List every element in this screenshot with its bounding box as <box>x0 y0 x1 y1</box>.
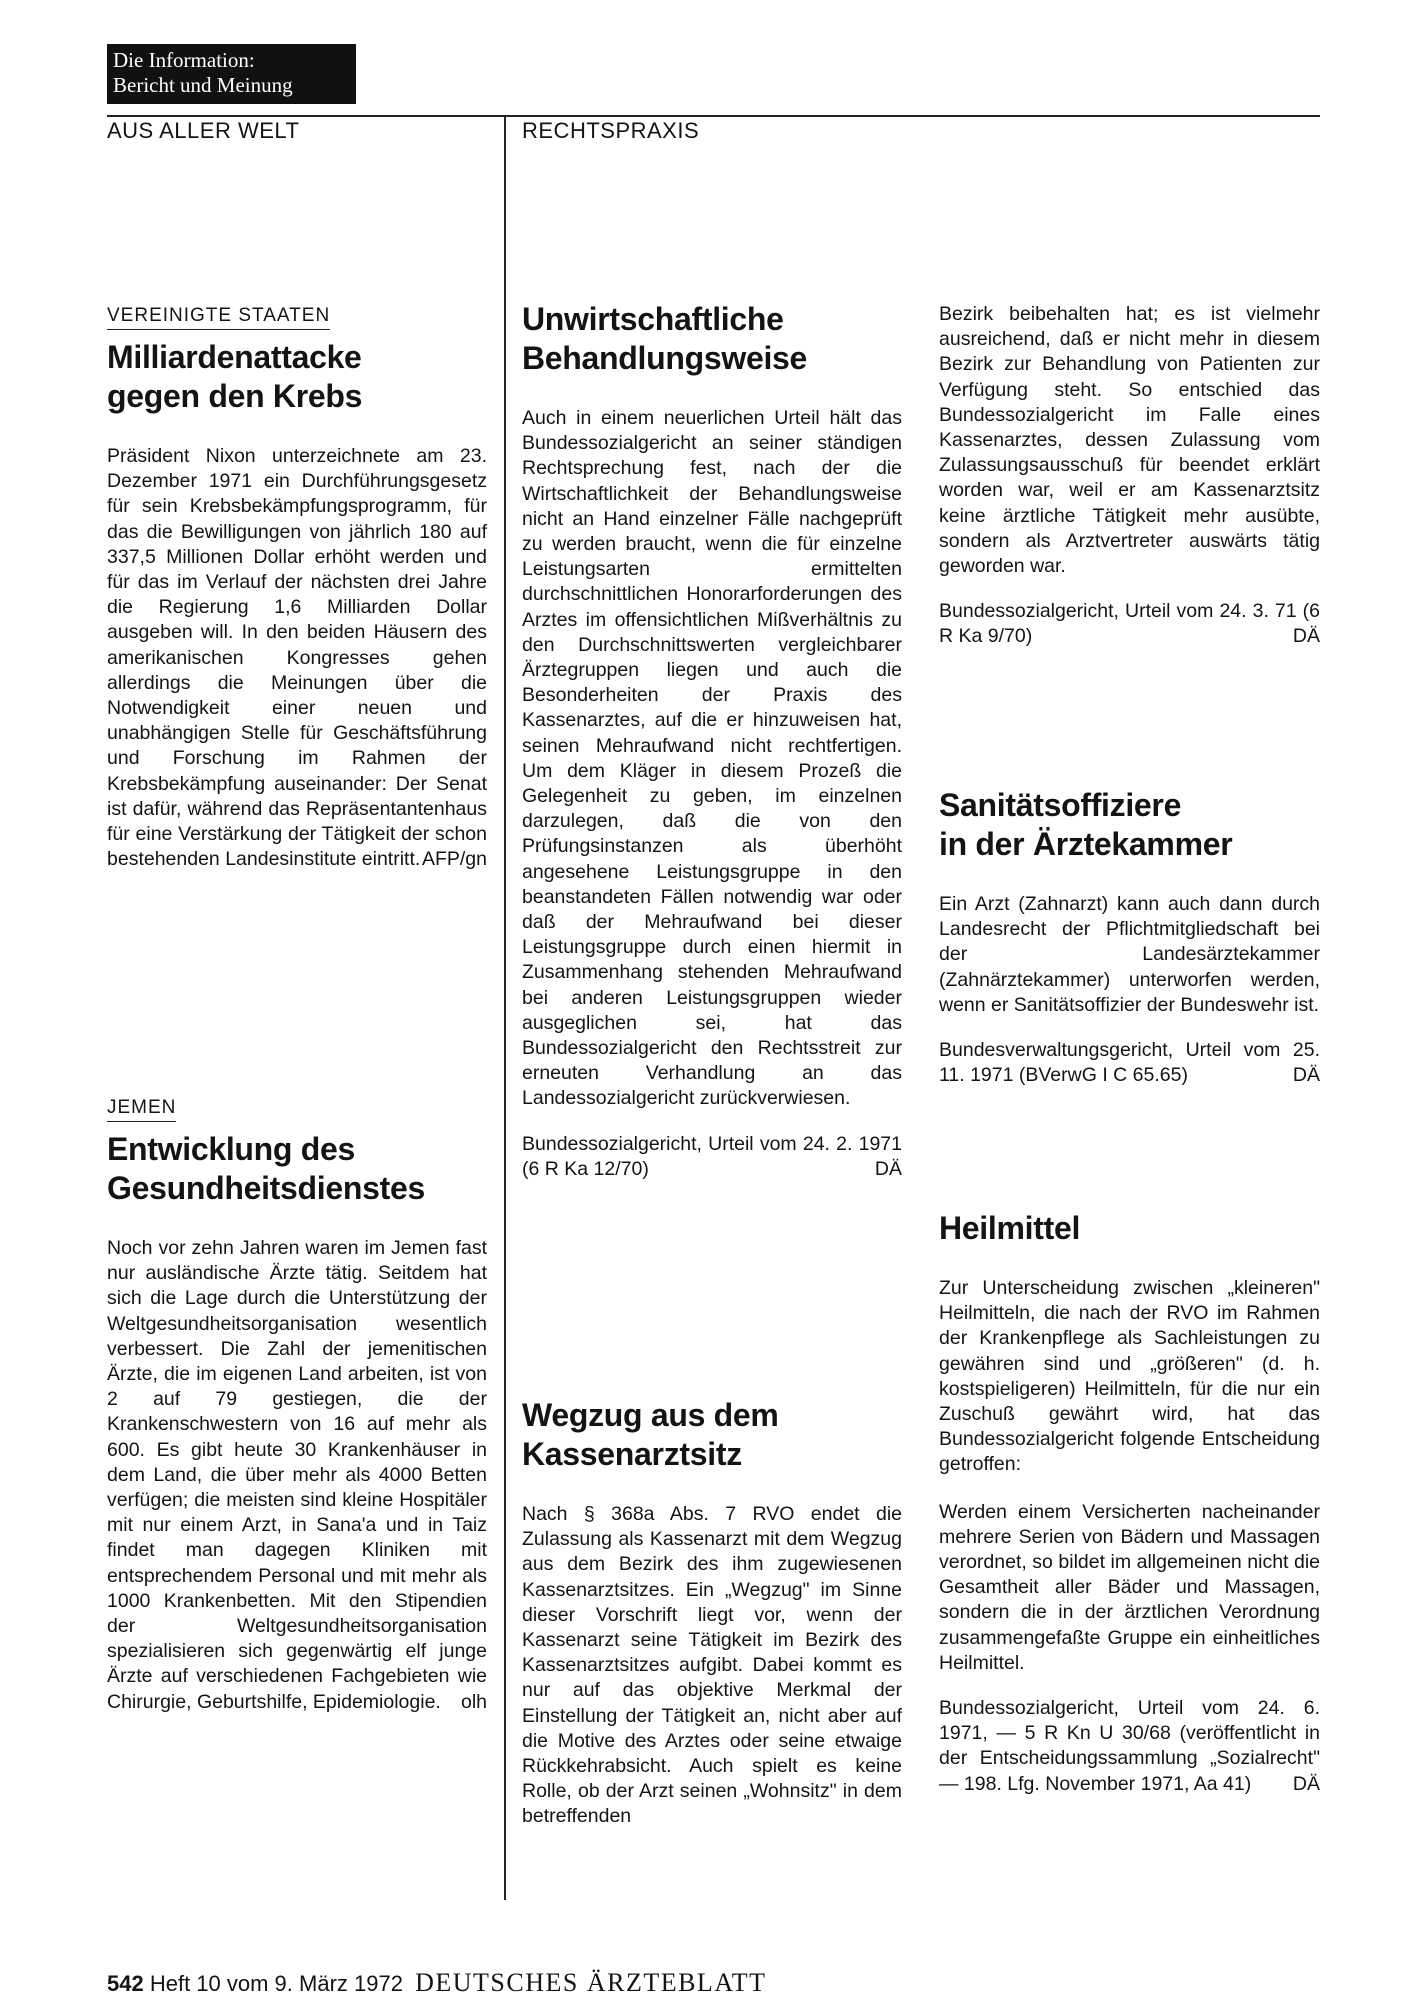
article-heilmittel <box>939 1209 1320 1797</box>
headline-line-1: Unwirtschaftliche <box>522 301 784 337</box>
court-reference <box>939 599 1320 649</box>
article-body-part-1: Nach § 368a Abs. 7 RVO endet die Zulassung als Kassenarzt mit dem Wegzug aus dem Bezirk des ihm zugewiesenen Kassenarztsitzes. Ein „Wegzug" im Sinne dieser Vorschrift liegt vor, wenn der Kassenarzt seine Tätigkeit im Bezirk des Kassenarztsitzes aufgibt. Dabei kommt es nur auf das objektive Merkmal der Einstellung der Tätigkeit an, nicht aber auf die Motive des Arztes oder seine etwaige Rückkehrabsicht. Auch spielt es keine Rolle, ob der Arzt seinen „Wohnsitz" in dem betreffenden <box>522 1503 902 1828</box>
article-unwirtschaftlich <box>522 300 902 1182</box>
article-headline <box>522 300 902 378</box>
body-text: Präsident Nixon unterzeichnete am 23. Dezember 1971 ein Durchführungsgesetz für sein Krebsbekämpfungsprogramm, für das die Bewilligungen von jährlich 180 auf 337,5 Millionen Dollar erhöht werden und für das im Verlauf der nächsten drei Jahre die Regierung 1,6 Milliarden Dollar ausgeben will. In den beiden Häusern des amerikanischen Kongresses gehen allerdings die Meinungen über die Notwendigkeit einer neuen und unabhängigen Stelle für Geschäftsführung und Forschung im Rahmen der Krebsbekämpfung auseinander: Der Senat ist dafür, während das Repräsentantenhaus für eine Verstärkung der Tätigkeit der schon bestehenden Landesinstitute eintritt. <box>107 445 487 871</box>
article-headline <box>522 1396 902 1474</box>
article-krebs <box>107 305 487 872</box>
article-signature: DÄ <box>1292 625 1320 648</box>
headline-line-1: Entwicklung des <box>107 1131 355 1167</box>
section-badge <box>107 44 356 104</box>
article-wegzug <box>522 1396 902 1830</box>
column-divider <box>504 115 506 1900</box>
reference-text: Bundessozialgericht, Urteil vom 24. 2. 1971 (6 R Ka 12/70) <box>522 1132 902 1180</box>
article-headline <box>107 1130 487 1208</box>
court-reference <box>939 1038 1320 1088</box>
article-signature: DÄ <box>1292 1772 1320 1795</box>
headline-line-2: Behandlungsweise <box>522 340 808 376</box>
page-footer <box>107 1968 766 1998</box>
headline-line-1: Wegzug aus dem <box>522 1397 779 1433</box>
article-jemen <box>107 1097 487 1715</box>
body-text: Noch vor zehn Jahren waren im Jemen fast nur ausländische Ärzte tätig. Seitdem hat sich die Lage durch die Unterstützung der Weltgesundheitsorganisation wesentlich verbessert. Die Zahl der jemenitischen Ärzte, die im eigenen Land arbeiten, ist von 2 auf 79 gestiegen, die der Krankenschwestern von 16 auf mehr als 600. Es gibt heute 30 Krankenhäuser in dem Land, die über mehr als 4000 Betten verfügen; die meisten sind kleine Hospitäler mit nur einem Arzt, in Sana'a und in Taiz findet man dagegen Kliniken mit entsprechendem Personal und mit mehr als 1000 Krankenbetten. Mit den Stipendien der Weltgesundheitsorganisation spezialisieren sich gegenwärtig elf junge Ärzte auf verschiedenen Fachgebieten wie Chirurgie, Geburtshilfe, Epidemiologie. <box>107 1237 487 1713</box>
reference-text: Bundessozialgericht, Urteil vom 24. 3. 71 (6 R Ka 9/70) <box>939 600 1320 648</box>
reference-text: Bundessozialgericht, Urteil vom 24. 6. 1971, — 5 R Kn U 30/68 (veröffentlicht in der Entscheidungssammlung „Sozialrecht" — 198. Lfg. November 1971, Aa 41) <box>939 1697 1320 1795</box>
badge-line-2: Bericht und Meinung <box>113 73 293 97</box>
article-kicker: VEREINIGTE STAATEN <box>107 305 330 330</box>
court-reference <box>522 1132 902 1182</box>
article-body-part-2: Bezirk beibehalten hat; es ist vielmehr ausreichend, daß er nicht mehr in diesem Bezirk zur Behandlung von Patienten zur Verfügung steht. So entschied das Bundessozialgericht im Falle eines Kassenarztes, dessen Zulassung vom Zulassungsausschuß für beendet erklärt worden war, weil er am Kassenarztsitz keine ärztliche Tätigkeit mehr ausübte, sondern als Arztvertreter auswärts tätig geworden war. <box>939 303 1320 578</box>
article-headline <box>107 338 487 416</box>
article-headline: Heilmittel <box>939 1210 1081 1246</box>
article-body: Ein Arzt (Zahnarzt) kann auch dann durch Landesrecht der Pflichtmitgliedschaft bei der Landesärztekammer (Zahnärztekammer) unterworfen werden, wenn er Sanitätsoffizier der Bundeswehr ist. <box>939 893 1320 1016</box>
article-body <box>107 1236 487 1715</box>
headline-line-1: Sanitätsoffiziere <box>939 787 1182 823</box>
headline-line-2: Kassenarztsitz <box>522 1436 742 1472</box>
issue-info: Heft 10 vom 9. März 1972 <box>149 1971 403 1996</box>
headline-line-2: in der Ärztekammer <box>939 826 1233 862</box>
header-rule-right <box>506 115 1320 117</box>
article-body-part-1: Zur Unterscheidung zwischen „kleineren" Heilmitteln, die nach der RVO im Rahmen der Krankenpflege als Sachleistungen zu gewähren sind und „größeren" (d. h. kostspieligeren) Heilmitteln, für die nur ein Zuschuß gewährt wird, hat das Bundessozialgericht folgende Entscheidung getroffen: <box>939 1277 1320 1476</box>
headline-line-1: Milliardenattacke <box>107 339 362 375</box>
article-body: Auch in einem neuerlichen Urteil hält das Bundessozialgericht an seiner ständigen Rechtsprechung fest, nach der die Wirtschaftlichkeit der Behandlungsweise nicht an Hand einzelner Fälle nachgeprüft zu werden braucht, wenn die für einzelne Leistungsarten ermittelten durchschnittlichen Honorarforderungen des Arztes im offensichtlichen Mißverhältnis zu den Durchschnittswerten vergleichbarer Ärztegruppen liegen und auch die Besonderheiten der Praxis des Kassenarztes, auf die er hinzuweisen hat, seinen Mehraufwand nicht rechtfertigen. Um dem Kläger in diesem Prozeß die Gelegenheit zu geben, im einzelnen darzulegen, daß die von den Prüfungsinstanzen als überhöht angesehene Leistungsgruppe in den beanstandeten Fällen notwendig war oder daß der Mehraufwand bei dieser Leistungsgruppe durch einen hiermit in Zusammenhang stehenden Mehraufwand bei anderen Leistungsgruppen wieder ausgeglichen sei, hat das Bundessozialgericht den Rechtsstreit zur erneuten Verhandlung an das Landessozialgericht zurückverwiesen. <box>522 407 902 1110</box>
article-body-part-2: Werden einem Versicherten nacheinander mehrere Serien von Bädern und Massagen verordnet, so bildet im allgemeinen nicht die Gesamtheit aller Bäder und Massagen, sondern die in der ärztlichen Verordnung zusammengefaßte Gruppe ein einheitliches Heilmittel. <box>939 1500 1320 1674</box>
article-wegzug-continued <box>939 302 1320 650</box>
badge-line-1: Die Information: <box>113 48 255 72</box>
headline-line-2: Gesundheitsdienstes <box>107 1170 425 1206</box>
headline-line-2: gegen den Krebs <box>107 378 363 414</box>
article-headline <box>939 786 1320 864</box>
article-sanitaet <box>939 786 1320 1088</box>
section-title-left: AUS ALLER WELT <box>107 118 300 143</box>
publication-name: DEUTSCHES ÄRZTEBLATT <box>415 1968 767 1997</box>
article-signature: DÄ <box>1292 1064 1320 1087</box>
article-body <box>107 444 487 872</box>
header-rule-left <box>107 115 504 117</box>
court-reference <box>939 1696 1320 1797</box>
section-title-right: RECHTSPRAXIS <box>522 118 700 143</box>
article-kicker: JEMEN <box>107 1097 176 1122</box>
reference-text: Bundesverwaltungsgericht, Urteil vom 25. 11. 1971 (BVerwG I C 65.65) <box>939 1039 1320 1087</box>
page-number: 542 <box>107 1971 144 1996</box>
article-signature: DÄ <box>874 1157 902 1180</box>
article-signature: olh <box>460 1690 487 1713</box>
article-signature: AFP/gn <box>421 848 487 871</box>
